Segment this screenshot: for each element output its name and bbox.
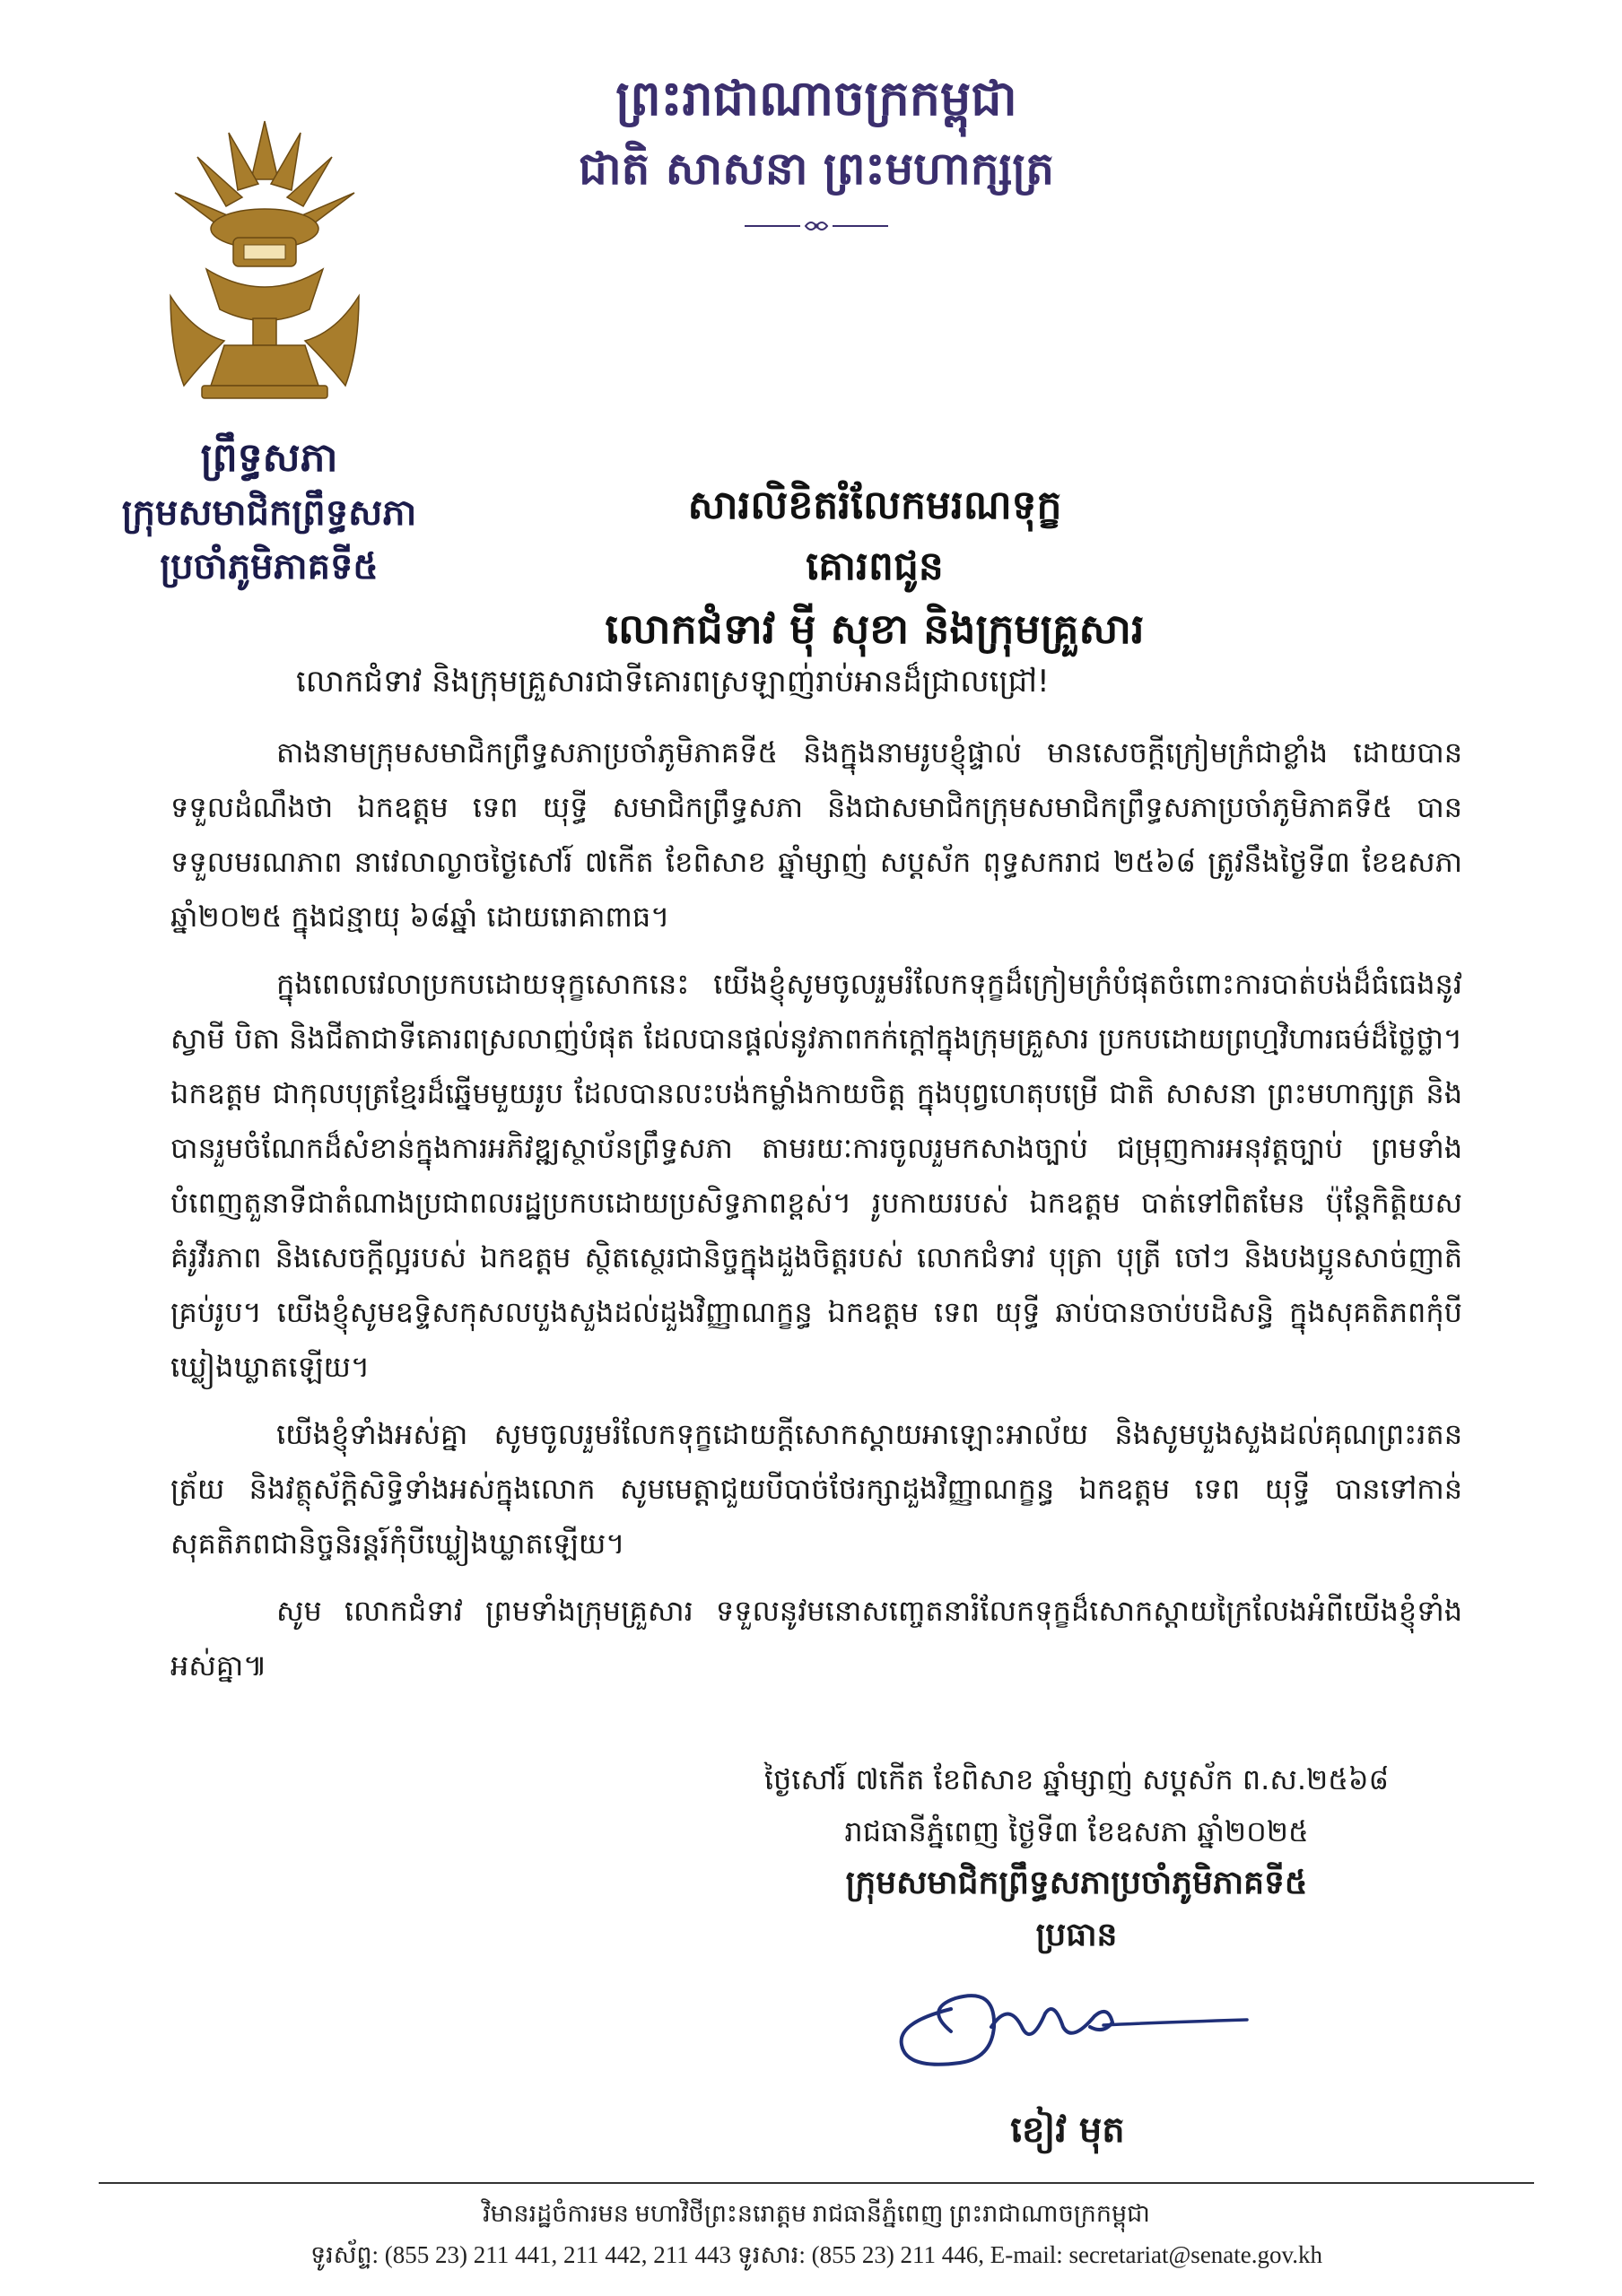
senate-region: ប្រចាំភូមិភាគទី៥ (160, 546, 379, 587)
motto-nation-religion-king: ជាតិ សាសនា ព្រះមហាក្សត្រ (579, 143, 1054, 195)
footer-divider (99, 2182, 1534, 2184)
title-condolence-letter: សារលិខិតរំលែកមរណទុក្ខ (687, 483, 1062, 528)
lunar-date: ថ្ងៃសៅរ៍ ៧កើត ខែពិសាខ ឆ្នាំម្សាញ់ សប្តស័ក ព.ស.២៥៦៨ (763, 1762, 1390, 1796)
senate-emblem-icon (153, 117, 377, 404)
paragraph-1: តាងនាមក្រុមសមាជិកព្រឹទ្ធសភាប្រចាំភូមិភាគទី៥ និងក្នុងនាមរូបខ្ញុំផ្ទាល់ មានសេចក្តីក្រៀមក្រំជាខ្លាំង ដោយបានទទួលដំណឹងថា ឯកឧត្តម ទេព យុទ្ធី សមាជិកព្រឹទ្ធសភា និងជាសមាជិកក្រុមសមាជិកព្រឹទ្ធសភាប្រចាំភូមិភាគទី៥ បានទទួលមរណភាព នាវេលាល្ងាចថ្ងៃសៅរ៍ ៧កើត ខែពិសាខ ឆ្នាំម្សាញ់ សប្តស័ក ពុទ្ធសករាជ ២៥៦៨ ត្រូវនឹងថ្ងៃទី៣ ខែឧសភា ឆ្នាំ២០២៥ ក្នុងជន្មាយុ ៦៨ឆ្នាំ ដោយរោគាពាធ។ (170, 735, 1463, 934)
motto-kingdom: ព្រះរាជាណាចក្រកម្ពុជា (615, 70, 1017, 126)
closing-block (628, 1753, 1525, 1961)
signature-icon (888, 1973, 1265, 2090)
paragraph-4: សូម លោកជំទាវ ព្រមទាំងក្រុមគ្រួសារ ទទួលនូវមនោសញ្ចេតនារំលែកទុក្ខដ៏សោកស្តាយក្រៃលែងអំពីយើងខ្ញុំទាំងអស់គ្នា៕ (170, 1594, 1462, 1683)
letter-title (502, 475, 1247, 660)
senate-name: ព្រឹទ្ធសភា (200, 435, 338, 481)
ornament-divider-icon (745, 219, 888, 233)
footer (99, 2193, 1534, 2275)
paragraph-3: យើងខ្ញុំទាំងអស់គ្នា សូមចូលរួមរំលែកទុក្ខដោយក្តីសោកស្តាយអាឡោះអាល័យ និងសូមបួងសួងដល់គុណព្រះរតនត្រ័យ និងវត្ថុស័ក្តិសិទ្ធិទាំងអស់ក្នុងលោក សូមមេត្តាជួយបីបាច់ថែរក្សាដួងវិញ្ញាណក្ខន្ធ ឯកឧត្តម ទេព យុទ្ធី បានទៅកាន់សុគតិភពជានិច្ចនិរន្តរ៍កុំបីឃ្លៀងឃ្លាតឡើយ។ (170, 1417, 1462, 1561)
footer-address: វិមានរដ្ឋចំការមន មហាវិថីព្រះនរោត្តម រាជធានីភ្នំពេញ ព្រះរាជាណាចក្រកម្ពុជា (483, 2200, 1150, 2227)
senate-group: ក្រុមសមាជិកព្រឹទ្ធសភា (121, 492, 417, 534)
greeting: លោកជំទាវ និងក្រុមគ្រួសារជាទីគោរពស្រឡាញ់រាប់អានដ៏ជ្រាលជ្រៅ! (296, 664, 1050, 700)
signer-role: ប្រធាន (1035, 1917, 1118, 1953)
title-respectfully-to: គោរពជូន (806, 544, 944, 589)
letter-body (170, 655, 1462, 1706)
title-recipient: លោកជំទាវ ម៉ី សុខា និងក្រុមគ្រួសារ (605, 604, 1145, 653)
signer-name: ខៀវ មុត (1010, 2109, 1125, 2151)
national-motto (502, 63, 1130, 237)
footer-contact: ទូរស័ព្ទ: (855 23) 211 441, 211 442, 211 443 ទូរសារ: (855 23) 211 446, E-mail: secretariat@senate.gov.kh (310, 2241, 1323, 2268)
paragraph-2: ក្នុងពេលវេលាប្រកបដោយទុក្ខសោកនេះ យើងខ្ញុំសូមចូលរួមរំលែកទុក្ខដ៏ក្រៀមក្រំបំផុតចំពោះការបាត់បង់ដ៏ធំធេងនូវស្វាមី បិតា និងជីតាជាទីគោរពស្រលាញ់បំផុត ដែលបានផ្តល់នូវភាពកក់ក្តៅក្នុងក្រុមគ្រួសារ ប្រកបដោយព្រហ្មវិហារធម៌ដ៏ថ្លៃថ្លា។ ឯកឧត្តម ជាកុលបុត្រខ្មែរដ៏ឆ្នើមមួយរូប ដែលបានលះបង់កម្លាំងកាយចិត្ត ក្នុងបុព្វហេតុបម្រើ ជាតិ សាសនា ព្រះមហាក្សត្រ និងបានរួមចំណែកដ៏សំខាន់ក្នុងការអភិវឌ្ឍស្ថាប័នព្រឹទ្ធសភា តាមរយៈការចូលរួមកសាងច្បាប់ ជម្រុញការអនុវត្តច្បាប់ ព្រមទាំងបំពេញតួនាទីជាតំណាងប្រជាពលរដ្ឋប្រកបដោយប្រសិទ្ធភាពខ្ពស់។ រូបកាយរបស់ ឯកឧត្តម បាត់ទៅពិតមែន ប៉ុន្តែកិត្តិយស គំរូវីរភាព និងសេចក្តីល្អរបស់ ឯកឧត្តម ស្ថិតស្ថេរជានិច្ចក្នុងដួងចិត្តរបស់ លោកជំទាវ បុត្រា បុត្រី ចៅៗ និងបងប្អូនសាច់ញាតិគ្រប់រូប។ យើងខ្ញុំសូមឧទ្ទិសកុសលបួងសួងដល់ដួងវិញ្ញាណក្ខន្ធ ឯកឧត្តម ទេព យុទ្ធី ឆាប់បានចាប់បដិសន្ធិ ក្នុងសុគតិភពកុំបីឃ្លៀងឃ្លាតឡើយ។ (170, 967, 1462, 1384)
solar-date: រាជធានីភ្នំពេញ ថ្ងៃទី៣ ខែឧសភា ឆ្នាំ២០២៥ (844, 1814, 1309, 1848)
senate-heading (81, 430, 458, 594)
signing-organization: ក្រុមសមាជិកព្រឹទ្ធសភាប្រចាំភូមិភាគទី៥ (845, 1865, 1308, 1901)
